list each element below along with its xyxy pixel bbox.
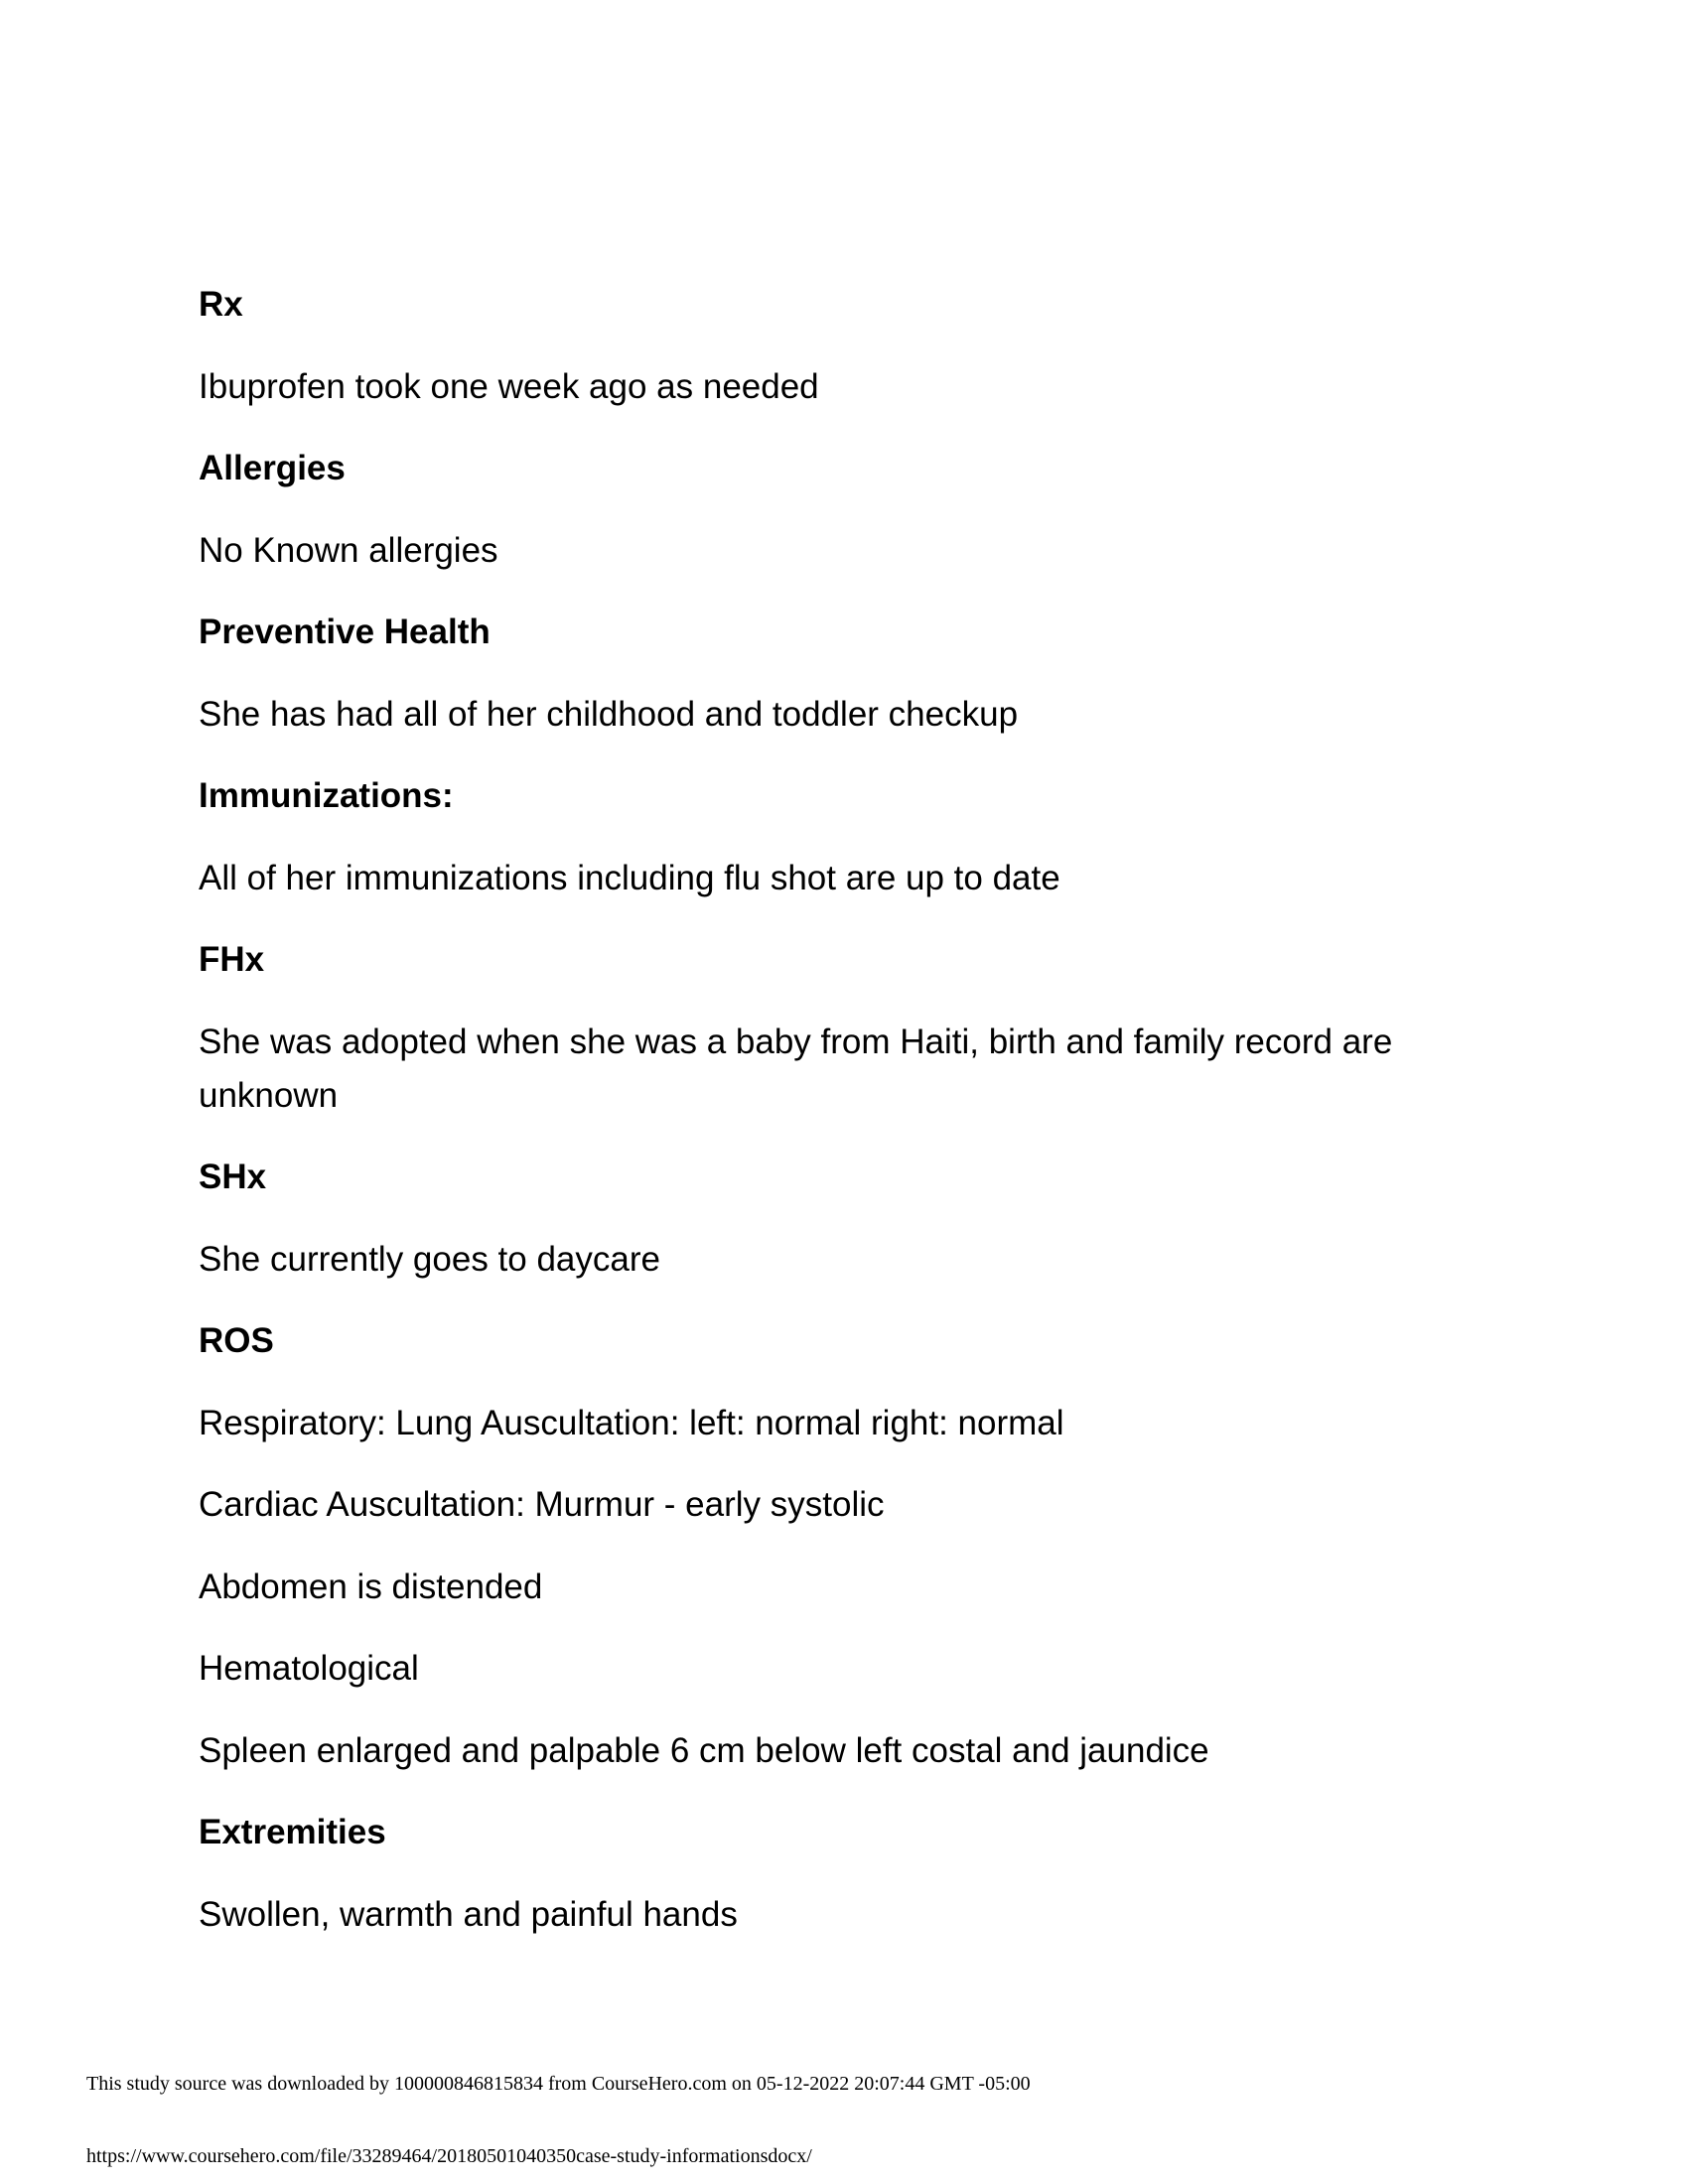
extremities-heading: Extremities: [199, 1813, 386, 1851]
ros-hematological-line: Hematological: [199, 1649, 419, 1688]
ros-heading: ROS: [199, 1321, 274, 1360]
immunizations-heading: Immunizations:: [199, 776, 454, 815]
preventive-health-text: She has had all of her childhood and toddler checkup: [199, 694, 1019, 734]
extremities-text: Swollen, warmth and painful hands: [199, 1894, 738, 1934]
ros-cardiac-line: Cardiac Auscultation: Murmur - early systolic: [199, 1485, 885, 1524]
immunizations-text: All of her immunizations including flu shot are up to date: [199, 858, 1060, 897]
download-notice: This study source was downloaded by 100000846815834 from CourseHero.com on 05-12-2022 20:07:44 GMT -05:00: [86, 2073, 1031, 2095]
rx-heading: Rx: [199, 285, 243, 324]
shx-heading: SHx: [199, 1158, 267, 1196]
shx-text: She currently goes to daycare: [199, 1239, 660, 1279]
ros-spleen-line: Spleen enlarged and palpable 6 cm below left costal and jaundice: [199, 1730, 1209, 1770]
preventive-health-heading: Preventive Health: [199, 613, 491, 651]
allergies-heading: Allergies: [199, 449, 346, 487]
source-url[interactable]: https://www.coursehero.com/file/33289464/20180501040350case-study-informationsdocx/: [86, 2145, 812, 2167]
fhx-heading: FHx: [199, 940, 265, 979]
case-study-content: [199, 278, 1489, 1970]
fhx-text: She was adopted when she was a baby from Haiti, birth and family record are unknown: [199, 1022, 1393, 1115]
allergies-text: No Known allergies: [199, 530, 498, 570]
ros-abdomen-line: Abdomen is distended: [199, 1567, 543, 1606]
ros-respiratory-line: Respiratory: Lung Auscultation: left: normal right: normal: [199, 1403, 1064, 1442]
rx-text: Ibuprofen took one week ago as needed: [199, 366, 819, 406]
